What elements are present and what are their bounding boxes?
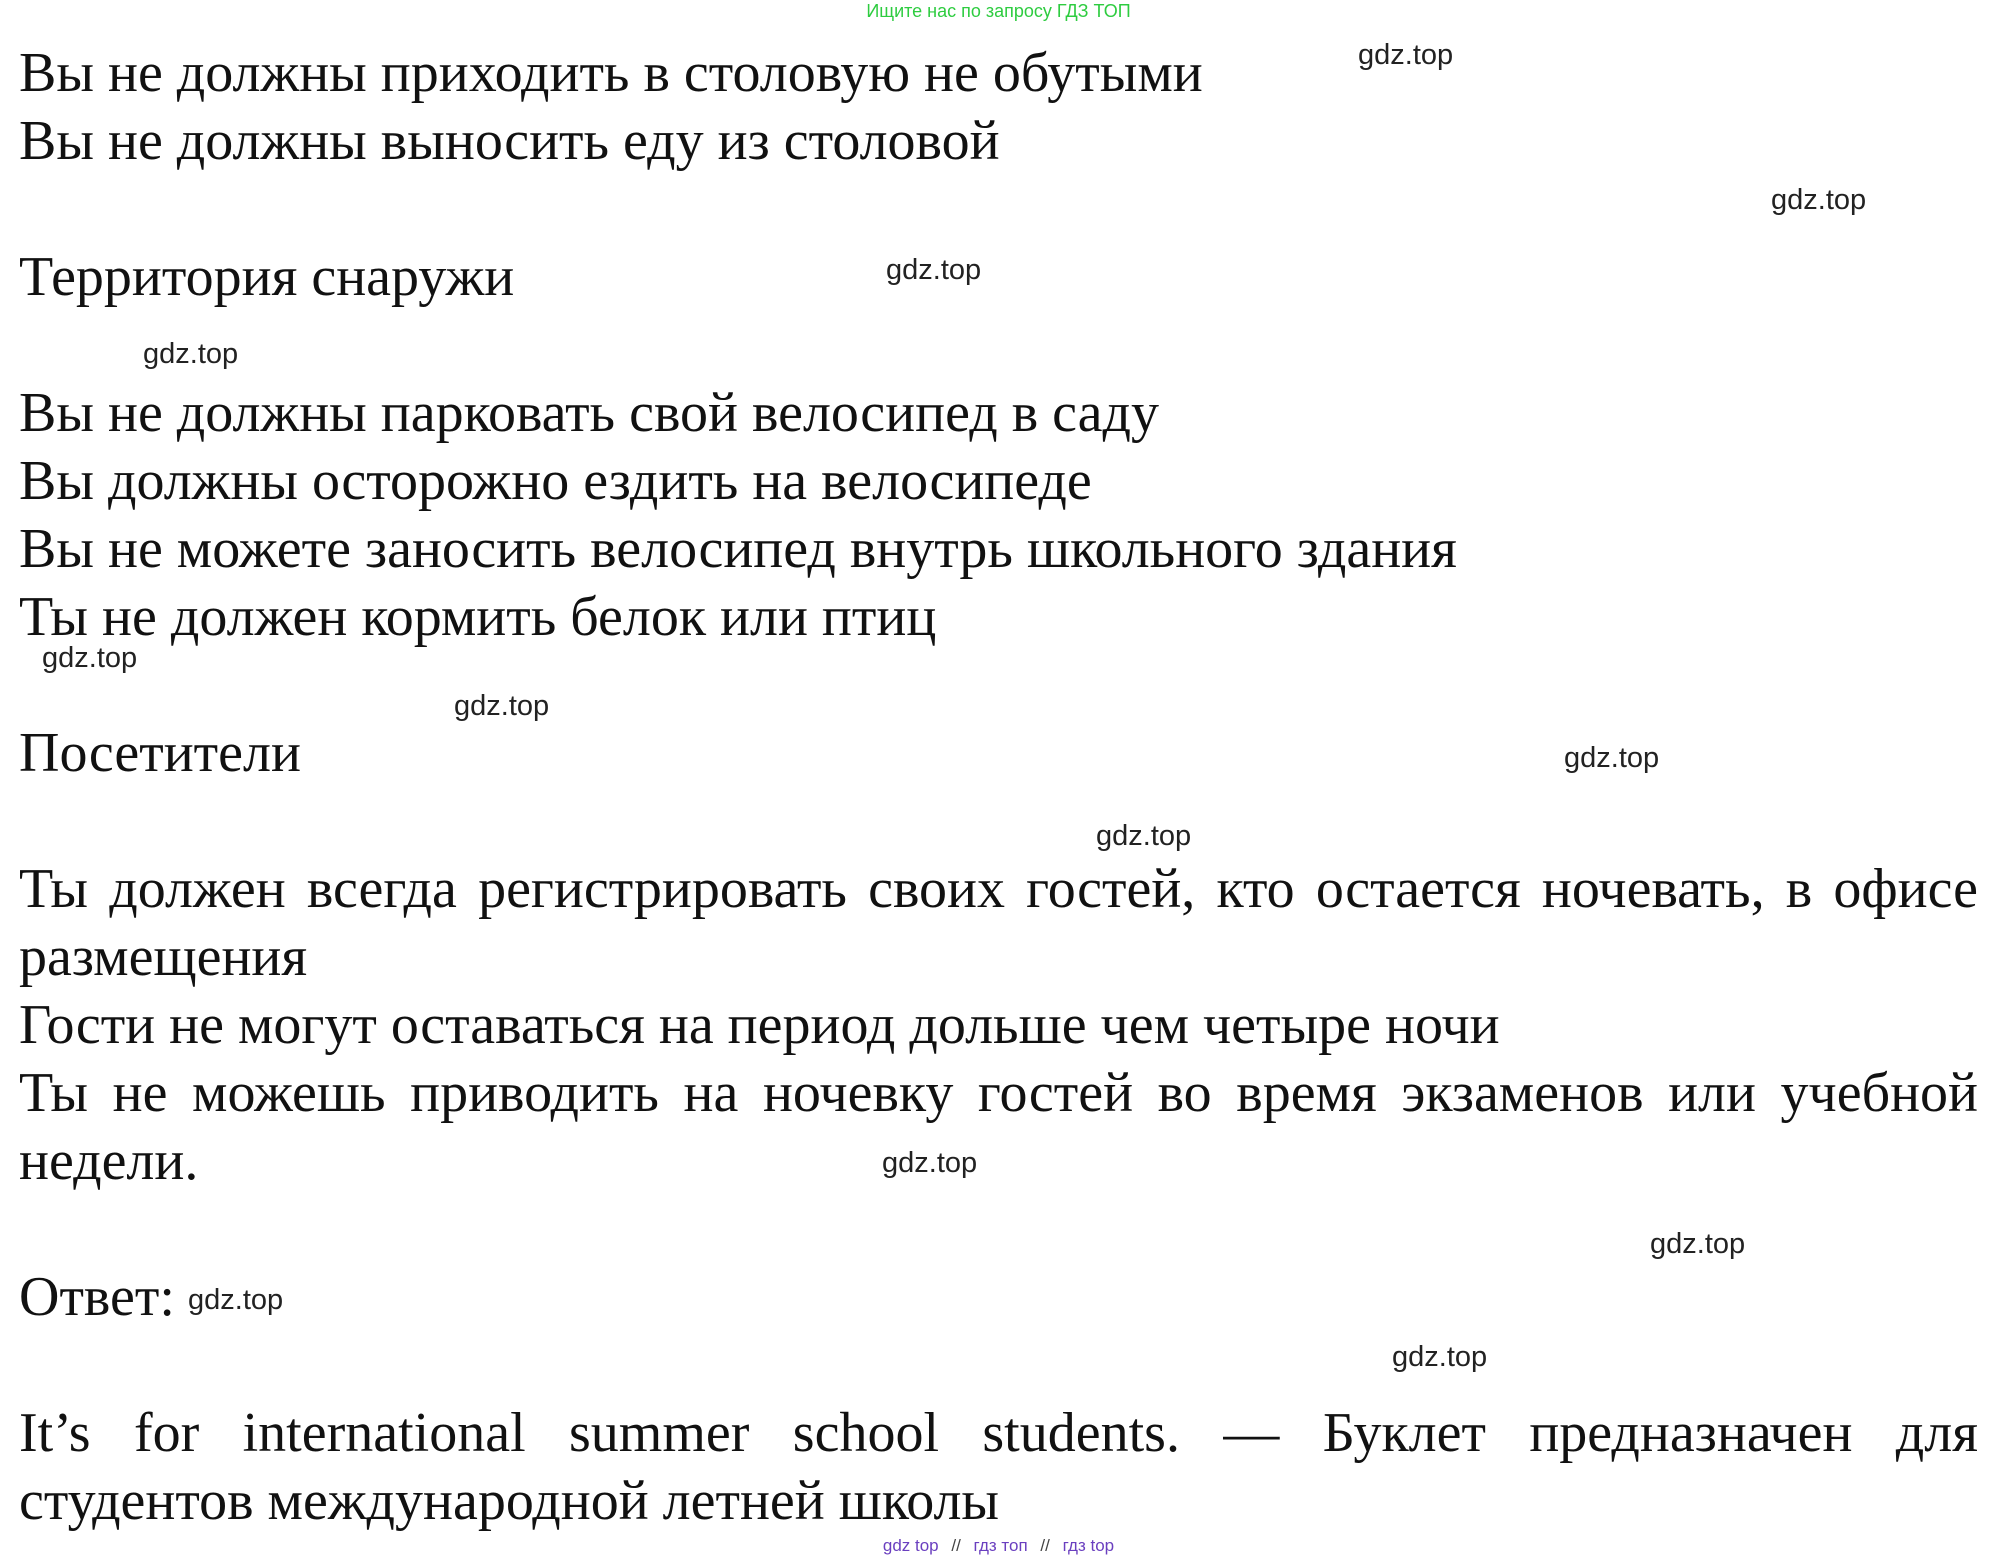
watermark: gdz.top — [886, 254, 982, 286]
section-heading: Территория снаружи — [19, 246, 515, 308]
text-line: Вы должны осторожно ездить на велосипеде — [19, 450, 1092, 512]
answer-text: студентов международной летней школы — [19, 1470, 1000, 1532]
banner-text[interactable]: Ищите нас по запросу ГДЗ ТОП — [866, 1, 1131, 21]
watermark: gdz.top — [1650, 1228, 1746, 1260]
text-line: Вы не должны приходить в столовую не обутыми — [19, 42, 1203, 104]
watermark: gdz.top — [42, 642, 138, 674]
watermark: gdz.top — [143, 338, 239, 370]
text-line: Гости не могут оставаться на период дольше чем четыре ночи — [19, 994, 1500, 1056]
text-line: Ты не должен кормить белок или птиц — [19, 586, 937, 648]
top-banner[interactable] — [0, 0, 1997, 22]
answer-text: It’s for international summer school students. — Буклет предназначен для — [19, 1402, 1978, 1464]
watermark: gdz.top — [1096, 820, 1192, 852]
watermark: gdz.top — [1358, 39, 1454, 71]
text-line: Ты должен всегда регистрировать своих гостей, кто остается ночевать, в офисе — [19, 858, 1978, 920]
text-line: Вы не должны выносить еду из столовой — [19, 110, 1000, 172]
footer-link[interactable]: гдз top — [1062, 1536, 1115, 1555]
answer-label: Ответ: — [19, 1266, 175, 1328]
text-line: недели. — [19, 1130, 199, 1192]
watermark: gdz.top — [882, 1147, 978, 1179]
footer-separator: // — [951, 1536, 961, 1555]
watermark: gdz.top — [1771, 184, 1867, 216]
text-line: размещения — [19, 926, 308, 988]
footer-link[interactable]: гдз топ — [973, 1536, 1028, 1555]
watermark: gdz.top — [188, 1284, 284, 1316]
footer-separator: // — [1040, 1536, 1050, 1555]
text-line: Вы не можете заносить велосипед внутрь школьного здания — [19, 518, 1457, 580]
footer-link[interactable]: gdz top — [882, 1536, 939, 1555]
footer-links — [0, 1535, 1997, 1557]
text-line: Вы не должны парковать свой велосипед в саду — [19, 382, 1160, 444]
watermark: gdz.top — [1564, 742, 1660, 774]
text-line: Ты не можешь приводить на ночевку гостей во время экзаменов или учебной — [19, 1062, 1978, 1124]
watermark: gdz.top — [1392, 1341, 1488, 1373]
watermark: gdz.top — [454, 690, 550, 722]
section-heading: Посетители — [19, 722, 301, 784]
